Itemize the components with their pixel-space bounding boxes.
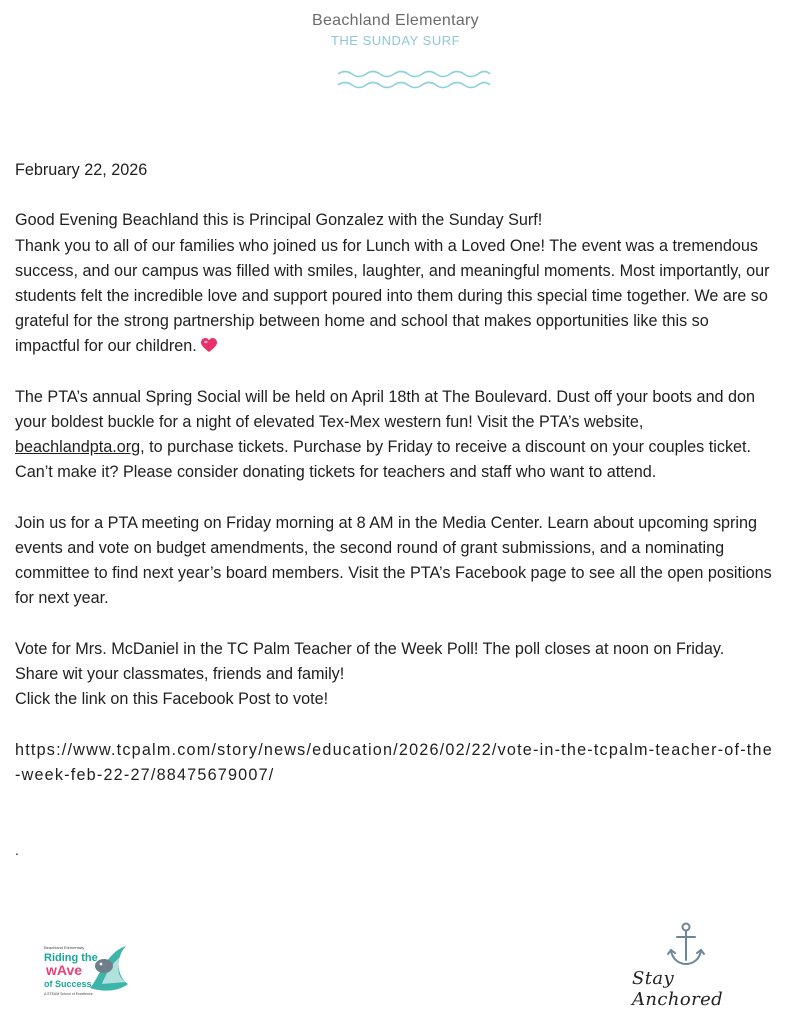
logo-line-1: Beachland Elementary bbox=[44, 945, 85, 950]
trailing-mark: . bbox=[15, 842, 19, 858]
anchor-icon bbox=[630, 922, 750, 972]
heart-icon bbox=[201, 338, 217, 353]
paragraph-spring-social bbox=[15, 385, 777, 486]
letter-date: February 22, 2026 bbox=[15, 161, 148, 179]
vote-url[interactable]: https://www.tcpalm.com/story/news/education/2026/02/22/vote-in-the-tcpalm-teacher-of-the-week-feb-22-27/88475679007/ bbox=[15, 740, 773, 784]
spring-social-text-b: , to purchase tickets. Purchase by Friday to receive a discount on your couples ticket. Can’t make it? Please consider donating tickets for teachers and staff who want to attend. bbox=[15, 438, 752, 482]
newsletter-header bbox=[0, 10, 791, 50]
newsletter-name: THE SUNDAY SURF bbox=[330, 33, 461, 48]
logo-line-2: Riding the bbox=[44, 952, 98, 964]
waves-icon bbox=[336, 68, 492, 92]
logo-line-5: A STEAM School of Excellence bbox=[44, 992, 93, 996]
logo-line-4: of Success bbox=[44, 979, 92, 989]
school-logo bbox=[42, 940, 134, 1000]
paragraph-lunch bbox=[15, 234, 777, 360]
spring-social-text-a: The PTA’s annual Spring Social will be held on April 18th at The Boulevard. Dust off your boots and don your boldest buckle for a night of elevated Tex-Mex western fun! Visit the PTA’s website, bbox=[15, 387, 755, 431]
pta-website-link[interactable]: beachlandpta.org bbox=[15, 438, 141, 457]
paragraph-pta-meeting: Join us for a PTA meeting on Friday morning at 8 AM in the Media Center. Learn about upcoming spring events and vote on budget amendments, the second round of grant submissions, and a nominating committee to find next year’s board members. Visit the PTA’s Facebook page to see all the open positions for next year. bbox=[15, 513, 772, 608]
vote-line-2: Share wit your classmates, friends and family! bbox=[15, 665, 345, 683]
vote-line-3: Click the link on this Facebook Post to vote! bbox=[15, 690, 329, 709]
letter-body bbox=[15, 158, 777, 788]
school-name: Beachland Elementary bbox=[312, 12, 479, 29]
logo-line-3: wAve bbox=[46, 962, 83, 978]
vote-line-1: Vote for Mrs. McDaniel in the TC Palm Teacher of the Week Poll! The poll closes at noon on Friday. bbox=[15, 639, 725, 658]
signoff: Stay Anchored bbox=[632, 968, 724, 1010]
paragraph-lunch-text: Thank you to all of our families who joined us for Lunch with a Loved One! The event was a tremendous success, and our campus was filled with smiles, laughter, and meaningful moments. Most importantly, our students felt the incredible love and support poured into them during this special time together. We are so grateful for the strong partnership between home and school that makes opportunities like this so impactful for our children. bbox=[15, 236, 770, 356]
greeting: Good Evening Beachland this is Principal Gonzalez with the Sunday Surf! bbox=[15, 211, 543, 230]
